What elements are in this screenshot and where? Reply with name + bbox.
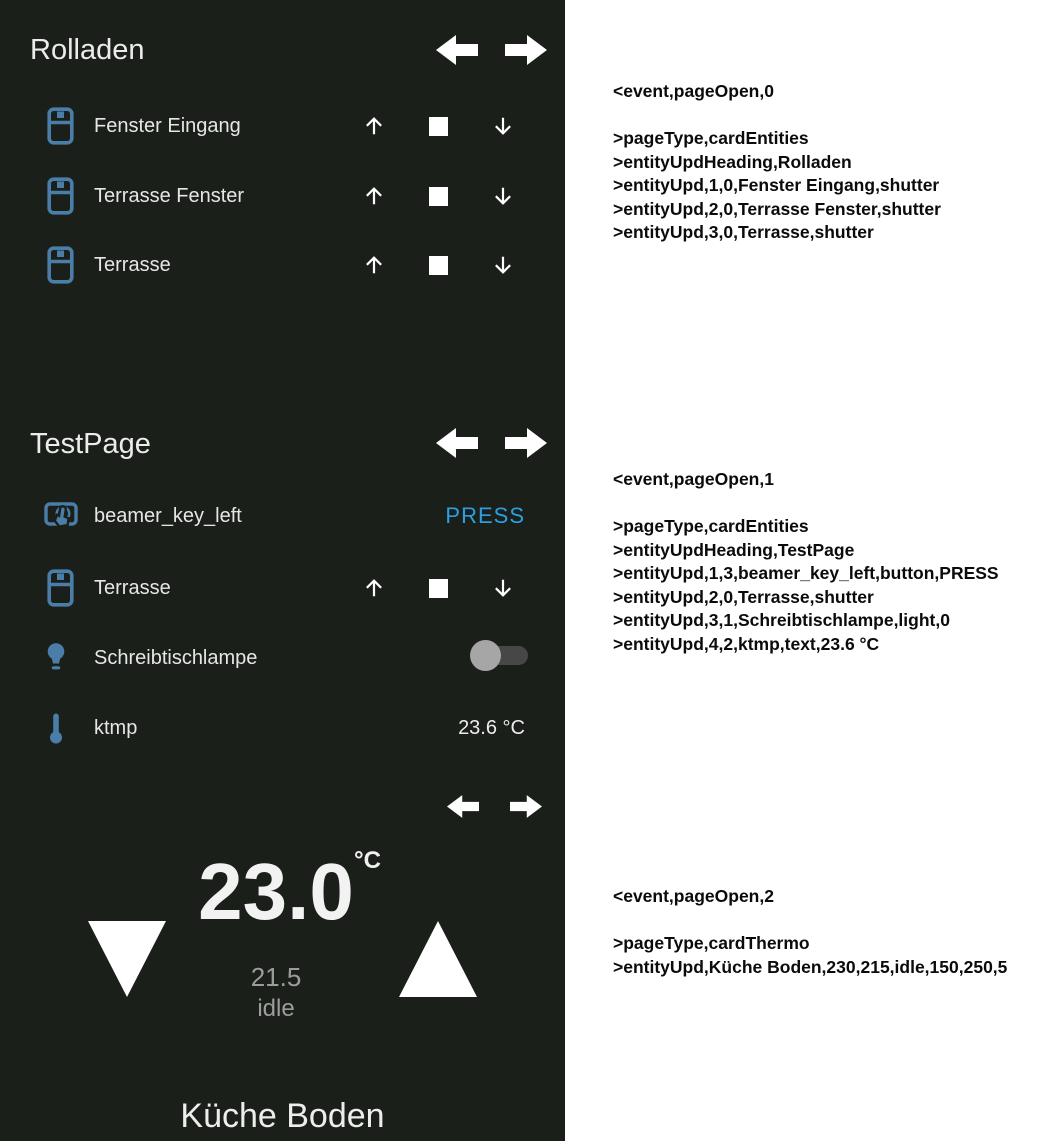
shutter-up-button[interactable]	[354, 104, 394, 148]
arrow-right-icon	[505, 33, 547, 67]
arrow-down-icon	[492, 185, 514, 207]
arrow-left-icon	[436, 426, 478, 460]
shutter-down-button[interactable]	[483, 566, 523, 610]
window-shutter-icon	[47, 177, 74, 215]
entity-label: Fenster Eingang	[94, 115, 241, 137]
page-title: TestPage	[30, 428, 151, 460]
serial-log-block	[613, 468, 1043, 656]
entity-label: Terrasse	[94, 254, 171, 276]
arrow-down-icon	[492, 254, 514, 276]
sensor-value: 23.6 °C	[458, 717, 525, 739]
log-line: >entityUpdHeading,TestPage	[613, 539, 855, 560]
stop-square-icon	[429, 187, 448, 206]
log-line: >entityUpd,2,0,Terrasse Fenster,shutter	[613, 198, 941, 219]
thermo-unit: °C	[354, 847, 381, 874]
entity-label: Terrasse	[94, 577, 171, 599]
nav-prev-button[interactable]	[447, 791, 479, 822]
log-line: >pageType,cardEntities	[613, 516, 809, 536]
shutter-stop-button[interactable]	[418, 566, 458, 610]
arrow-left-icon	[447, 791, 479, 822]
press-button[interactable]: PRESS	[445, 503, 525, 528]
log-line: <event,pageOpen,0	[613, 81, 774, 101]
shutter-stop-button[interactable]	[418, 174, 458, 218]
shutter-up-button[interactable]	[354, 174, 394, 218]
page-title: Rolladen	[30, 34, 145, 66]
arrow-up-icon	[363, 254, 385, 276]
stop-square-icon	[429, 256, 448, 275]
log-line: >entityUpd,2,0,Terrasse,shutter	[613, 586, 874, 607]
log-line: >entityUpdHeading,Rolladen	[613, 151, 852, 172]
shutter-up-button[interactable]	[354, 566, 394, 610]
thermometer-icon	[49, 712, 63, 744]
arrow-up-icon	[363, 115, 385, 137]
gesture-tap-button-icon	[44, 498, 78, 534]
temp-up-button[interactable]	[399, 921, 477, 997]
entity-row	[0, 174, 565, 218]
log-line: >entityUpd,3,0,Terrasse,shutter	[613, 222, 874, 242]
thermo-name: Küche Boden	[180, 1097, 385, 1135]
shutter-down-button[interactable]	[483, 174, 523, 218]
log-line: <event,pageOpen,1	[613, 469, 774, 489]
log-line: <event,pageOpen,2	[613, 886, 774, 906]
window-shutter-icon	[47, 107, 74, 145]
shutter-stop-button[interactable]	[418, 104, 458, 148]
arrow-down-icon	[492, 115, 514, 137]
arrow-up-icon	[363, 185, 385, 207]
entity-label: Schreibtischlampe	[94, 647, 258, 669]
entity-row	[0, 104, 565, 148]
nav-prev-button[interactable]	[436, 426, 478, 460]
entity-label: beamer_key_left	[94, 505, 242, 527]
log-line: >entityUpd,4,2,ktmp,text,23.6 °C	[613, 633, 880, 654]
log-line: >entityUpd,1,0,Fenster Eingang,shutter	[613, 175, 940, 195]
window-shutter-icon	[47, 569, 74, 607]
stop-square-icon	[429, 117, 448, 136]
log-line: >pageType,cardThermo	[613, 933, 810, 953]
entity-row	[0, 566, 565, 610]
serial-log-block	[613, 885, 1043, 979]
arrow-right-icon	[510, 791, 542, 822]
toggle-knob	[470, 640, 501, 671]
arrow-up-icon	[363, 577, 385, 599]
arrow-down-icon	[492, 577, 514, 599]
nav-next-button[interactable]	[510, 791, 542, 822]
entity-row	[0, 243, 565, 287]
entity-label: Terrasse Fenster	[94, 185, 245, 207]
thermo-target-temp: 21.5	[250, 962, 302, 992]
light-toggle[interactable]	[470, 640, 528, 671]
entity-row	[0, 636, 565, 680]
log-line: >entityUpd,3,1,Schreibtischlampe,light,0	[613, 610, 950, 630]
nav-prev-button[interactable]	[436, 33, 478, 67]
stop-square-icon	[429, 579, 448, 598]
entity-label: ktmp	[94, 717, 138, 739]
shutter-down-button[interactable]	[483, 243, 523, 287]
shutter-down-button[interactable]	[483, 104, 523, 148]
temp-down-button[interactable]	[88, 921, 166, 997]
nav-next-button[interactable]	[505, 33, 547, 67]
window-shutter-icon	[47, 246, 74, 284]
entity-row	[0, 706, 565, 750]
nav-next-button[interactable]	[505, 426, 547, 460]
arrow-right-icon	[505, 426, 547, 460]
arrow-left-icon	[436, 33, 478, 67]
log-line: >pageType,cardEntities	[613, 128, 809, 148]
log-line: >entityUpd,1,3,beamer_key_left,button,PRESS	[613, 563, 999, 583]
lightbulb-icon	[46, 642, 66, 673]
serial-log-block	[613, 80, 1043, 245]
shutter-stop-button[interactable]	[418, 243, 458, 287]
shutter-up-button[interactable]	[354, 243, 394, 287]
thermo-current-temp: 23.0	[198, 847, 354, 936]
entity-row	[0, 494, 565, 538]
log-line: >entityUpd,Küche Boden,230,215,idle,150,250,5	[613, 956, 1008, 977]
thermo-state: idle	[257, 995, 295, 1022]
